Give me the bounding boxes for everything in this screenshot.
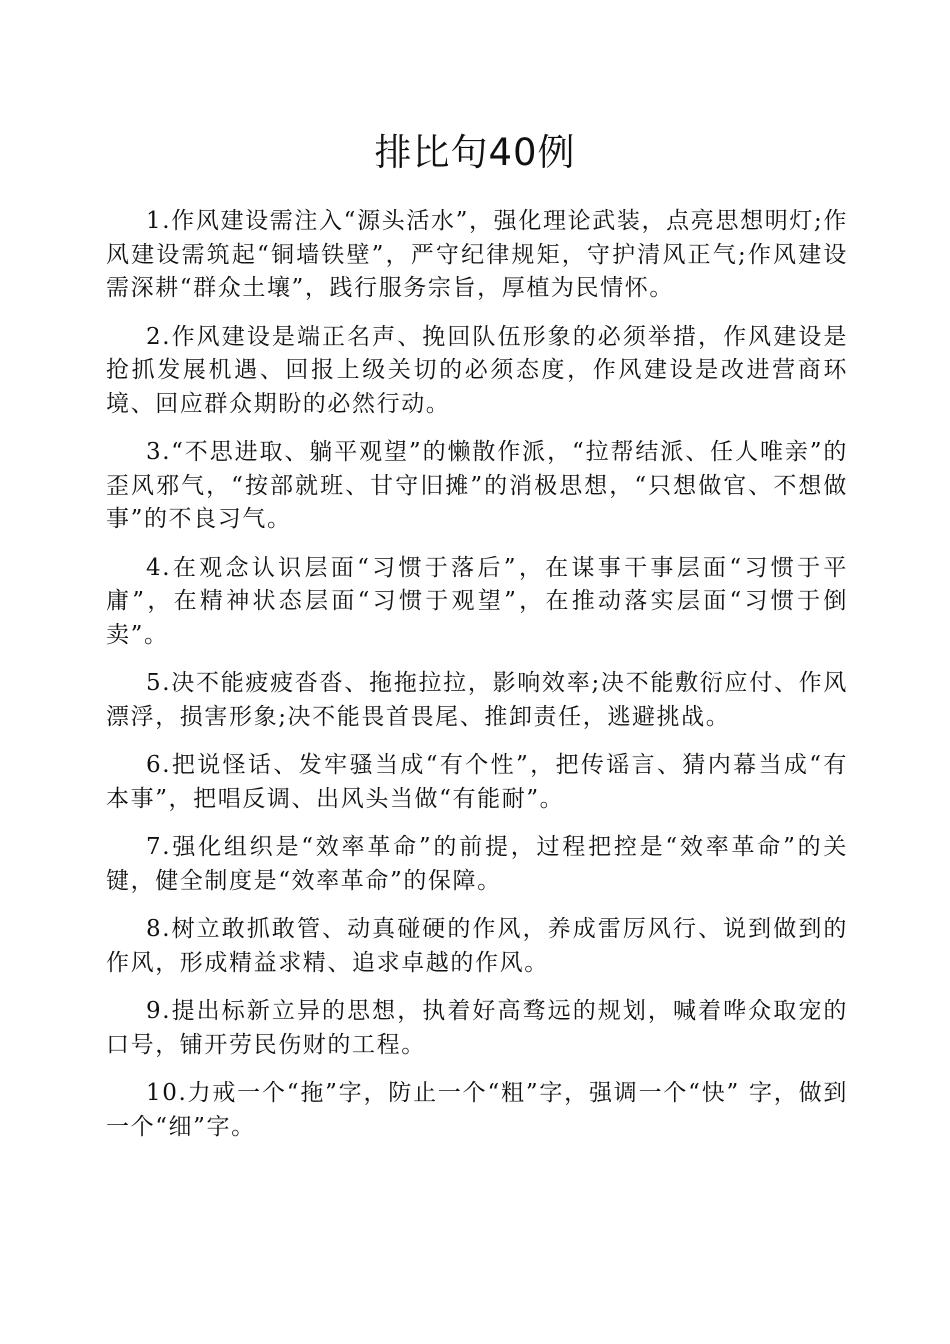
paragraph-3: 3.“不思进取、躺平观望”的懒散作派，“拉帮结派、任人唯亲”的歪风邪气，“按部就班、甘守旧摊”的消极思想，“只想做官、不想做事”的不良习气。 [106, 439, 848, 532]
paragraph-4: 4.在观念认识层面“习惯于落后”，在谋事干事层面“习惯于平庸”，在精神状态层面“习惯于观望”，在推动落实层面“习惯于倒卖”。 [106, 554, 848, 648]
document-body [106, 205, 848, 1159]
paragraph-9: 9.提出标新立异的思想，执着好高骛远的规划，喊着哗众取宠的口号，铺开劳民伤财的工程。 [106, 998, 848, 1058]
paragraph-10: 10.力戒一个“拖”字，防止一个“粗”字，强调一个“快” 字，做到一个“细”字。 [106, 1080, 848, 1140]
paragraph-2: 2.作风建设是端正名声、挽回队伍形象的必须举措，作风建设是抢抓发展机遇、回报上级关切的必须态度，作风建设是改进营商环境、回应群众期盼的必然行动。 [106, 323, 848, 417]
paragraph-6: 6.把说怪话、发牢骚当成“有个性”，把传谣言、猜内幕当成“有本事”，把唱反调、出风头当做“有能耐”。 [106, 752, 848, 812]
paragraph-1: 1.作风建设需注入“源头活水”，强化理论武装，点亮思想明灯;作风建设需筑起“铜墙铁壁”，严守纪律规矩，守护清风正气;作风建设需深耕“群众土壤”，践行服务宗旨，厚植为民情怀。 [106, 208, 848, 301]
paragraph-5: 5.决不能疲疲沓沓、拖拖拉拉，影响效率;决不能敷衍应付、作风漂浮，损害形象;决不能畏首畏尾、推卸责任，逃避挑战。 [106, 670, 848, 730]
paragraph-7: 7.强化组织是“效率革命”的前提，过程把控是“效率革命”的关键，健全制度是“效率革命”的保障。 [106, 834, 848, 894]
document-title: 排比句40例 [374, 131, 576, 174]
paragraph-8: 8.树立敢抓敢管、动真碰硬的作风，养成雷厉风行、说到做到的作风，形成精益求精、追求卓越的作风。 [106, 916, 848, 976]
